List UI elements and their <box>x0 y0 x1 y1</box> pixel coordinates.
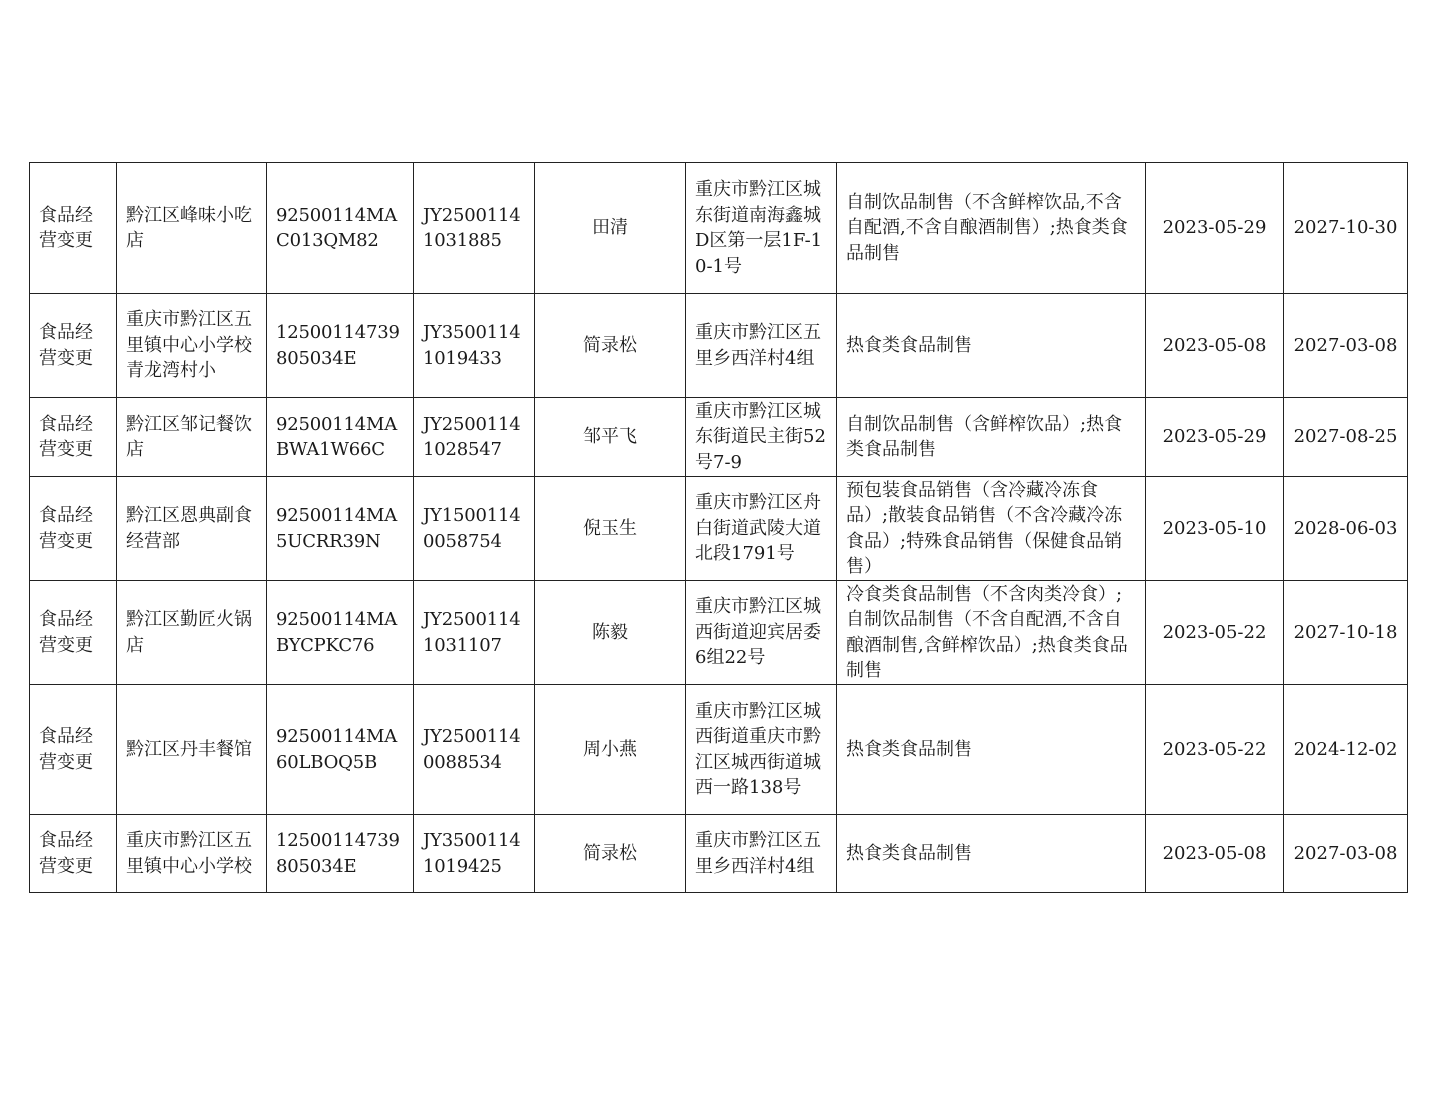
table-row <box>30 398 1408 477</box>
permit-type-cell: 食品经营变更 <box>30 398 117 477</box>
credit-code-cell: 12500114739805034E <box>267 294 414 398</box>
responsible-person-cell: 邹平飞 <box>535 398 686 477</box>
business-name-cell: 黔江区丹丰餐馆 <box>117 685 267 815</box>
credit-code-cell: 12500114739805034E <box>267 815 414 893</box>
business-scope-cell: 热食类食品制售 <box>837 815 1146 893</box>
table-row <box>30 685 1408 815</box>
license-number-cell: JY25001140088534 <box>414 685 535 815</box>
expiry-date-cell: 2027-03-08 <box>1284 294 1408 398</box>
issue-date-cell: 2023-05-22 <box>1146 581 1284 685</box>
business-scope-cell: 热食类食品制售 <box>837 294 1146 398</box>
expiry-date-cell: 2027-10-18 <box>1284 581 1408 685</box>
responsible-person-cell: 简录松 <box>535 294 686 398</box>
credit-code-cell: 92500114MA60LBOQ5B <box>267 685 414 815</box>
issue-date-cell: 2023-05-08 <box>1146 294 1284 398</box>
address-cell: 重庆市黔江区五里乡西洋村4组 <box>686 815 837 893</box>
issue-date-cell: 2023-05-29 <box>1146 398 1284 477</box>
responsible-person-cell: 简录松 <box>535 815 686 893</box>
license-number-cell: JY25001141028547 <box>414 398 535 477</box>
table-row <box>30 294 1408 398</box>
license-number-cell: JY25001141031107 <box>414 581 535 685</box>
business-scope-cell: 自制饮品制售（不含鲜榨饮品,不含自配酒,不含自酿酒制售）;热食类食品制售 <box>837 163 1146 294</box>
permit-table <box>29 162 1408 893</box>
business-scope-cell: 自制饮品制售（含鲜榨饮品）;热食类食品制售 <box>837 398 1146 477</box>
business-name-cell: 重庆市黔江区五里镇中心小学校青龙湾村小 <box>117 294 267 398</box>
responsible-person-cell: 陈毅 <box>535 581 686 685</box>
table-row <box>30 163 1408 294</box>
responsible-person-cell: 周小燕 <box>535 685 686 815</box>
expiry-date-cell: 2028-06-03 <box>1284 477 1408 581</box>
business-name-cell: 黔江区邹记餐饮店 <box>117 398 267 477</box>
business-name-cell: 黔江区峰味小吃店 <box>117 163 267 294</box>
license-number-cell: JY25001141031885 <box>414 163 535 294</box>
permit-type-cell: 食品经营变更 <box>30 294 117 398</box>
business-name-cell: 黔江区勤匠火锅店 <box>117 581 267 685</box>
responsible-person-cell: 倪玉生 <box>535 477 686 581</box>
business-name-cell: 重庆市黔江区五里镇中心小学校 <box>117 815 267 893</box>
business-scope-cell: 冷食类食品制售（不含肉类冷食）;自制饮品制售（不含自配酒,不含自酿酒制售,含鲜榨饮品）;热食类食品制售 <box>837 581 1146 685</box>
expiry-date-cell: 2027-10-30 <box>1284 163 1408 294</box>
issue-date-cell: 2023-05-08 <box>1146 815 1284 893</box>
permit-type-cell: 食品经营变更 <box>30 581 117 685</box>
expiry-date-cell: 2027-08-25 <box>1284 398 1408 477</box>
credit-code-cell: 92500114MAC013QM82 <box>267 163 414 294</box>
credit-code-cell: 92500114MABYCPKC76 <box>267 581 414 685</box>
address-cell: 重庆市黔江区舟白街道武陵大道北段1791号 <box>686 477 837 581</box>
license-number-cell: JY35001141019433 <box>414 294 535 398</box>
address-cell: 重庆市黔江区城东街道民主街52号7-9 <box>686 398 837 477</box>
business-scope-cell: 预包装食品销售（含冷藏冷冻食品）;散装食品销售（不含冷藏冷冻食品）;特殊食品销售（保健食品销售） <box>837 477 1146 581</box>
permit-type-cell: 食品经营变更 <box>30 163 117 294</box>
table-row <box>30 581 1408 685</box>
issue-date-cell: 2023-05-29 <box>1146 163 1284 294</box>
address-cell: 重庆市黔江区城西街道重庆市黔江区城西街道城西一路138号 <box>686 685 837 815</box>
issue-date-cell: 2023-05-10 <box>1146 477 1284 581</box>
address-cell: 重庆市黔江区城西街道迎宾居委6组22号 <box>686 581 837 685</box>
permit-type-cell: 食品经营变更 <box>30 477 117 581</box>
credit-code-cell: 92500114MABWA1W66C <box>267 398 414 477</box>
license-number-cell: JY15001140058754 <box>414 477 535 581</box>
responsible-person-cell: 田清 <box>535 163 686 294</box>
address-cell: 重庆市黔江区城东街道南海鑫城D区第一层1F-10-1号 <box>686 163 837 294</box>
business-scope-cell: 热食类食品制售 <box>837 685 1146 815</box>
business-name-cell: 黔江区恩典副食经营部 <box>117 477 267 581</box>
expiry-date-cell: 2027-03-08 <box>1284 815 1408 893</box>
table-row <box>30 815 1408 893</box>
credit-code-cell: 92500114MA5UCRR39N <box>267 477 414 581</box>
license-number-cell: JY35001141019425 <box>414 815 535 893</box>
table-row <box>30 477 1408 581</box>
address-cell: 重庆市黔江区五里乡西洋村4组 <box>686 294 837 398</box>
permit-type-cell: 食品经营变更 <box>30 685 117 815</box>
permit-type-cell: 食品经营变更 <box>30 815 117 893</box>
expiry-date-cell: 2024-12-02 <box>1284 685 1408 815</box>
issue-date-cell: 2023-05-22 <box>1146 685 1284 815</box>
